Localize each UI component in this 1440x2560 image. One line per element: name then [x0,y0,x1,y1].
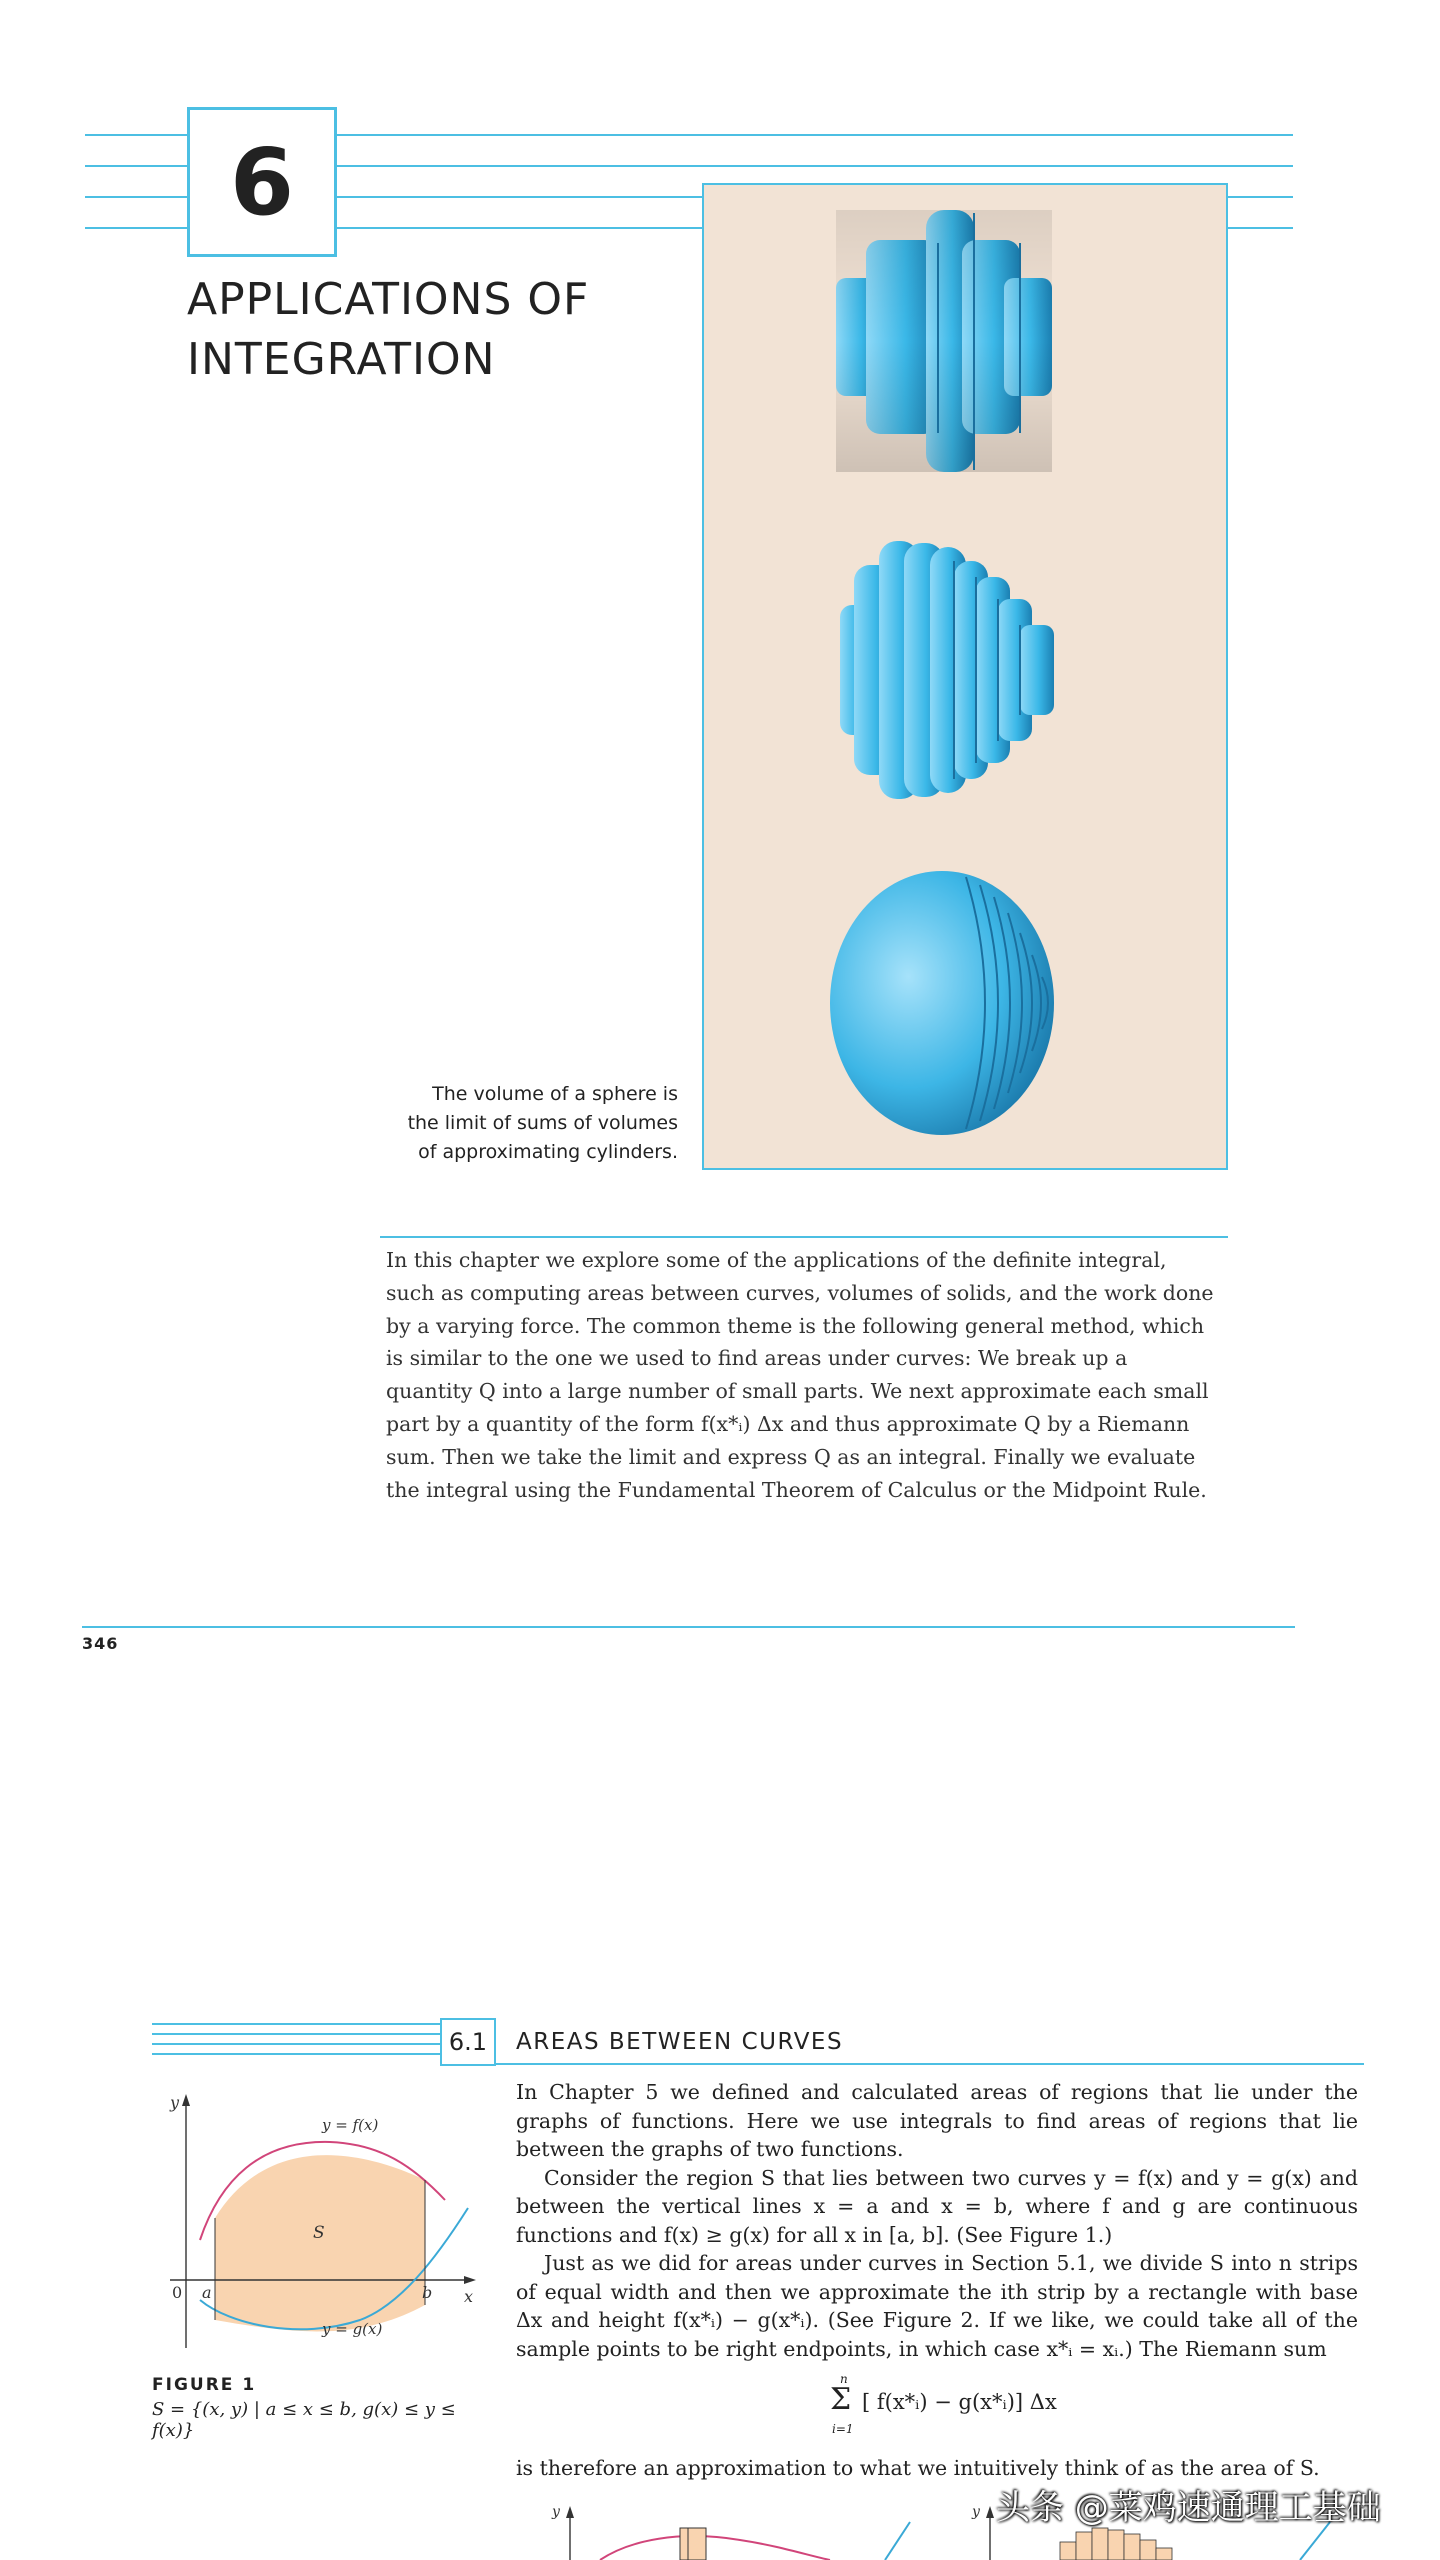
figure1-set-notation: S = {(x, y) | a ≤ x ≤ b, g(x) ≤ y ≤ f(x)} [152,2399,456,2441]
figure1-b-label: b [422,2283,433,2302]
figure2-right-y-label: y [972,2504,980,2520]
figure1-label: FIGURE 1 [152,2375,257,2395]
figure2-left-y-label: y [552,2504,560,2520]
solid-five-cylinders [836,210,1052,472]
figure2-right-rectangles [1060,2528,1172,2560]
after-sum-sentence: is therefore an approximation to what we intuitively think of as the area of S. [516,2456,1320,2480]
caption-line2: the limit of sums of volumes [407,1112,678,1134]
figure1-area-between-curves [150,2090,490,2360]
page-bottom-rule [82,1626,1295,1628]
region-s-label: S [313,2223,325,2243]
section-rule-4 [152,2053,440,2055]
section-title: AREAS BETWEEN CURVES [516,2029,844,2055]
solid-nine-cylinders [840,541,1054,799]
section-body [516,2078,1358,2363]
intro-top-rule [380,1236,1228,1238]
riemann-sum-formula [820,2372,1120,2438]
chapter-intro-paragraph: In this chapter we explore some of the applications of the definite integral, such as computing areas between curves, volumes of solids, and the work done by a varying force. The common theme is the following general method, which is similar to the one we used to find areas under curves: We break up a quantity Q into a large number of small parts. We next approximate each small part by a quantity of the form f(x*ᵢ) Δx and thus approximate Q by a Riemann sum. Then we take the limit and express Q as an integral. Finally we evaluate the integral using the Fundamental Theorem of Calculus or the Midpoint Rule. [386,1248,1214,1502]
sum-lower-limit: i=1 [832,2422,854,2436]
figure2-left-f-curve [600,2536,830,2560]
section-rule-2 [152,2033,440,2035]
section-rule-3 [152,2043,440,2045]
chapter-title [187,270,667,390]
sphere-cylinders-illustration [704,185,1228,1170]
page-number: 346 [82,1634,119,1653]
figure2-left-g-curve [885,2522,910,2560]
sum-symbol: Σ [830,2382,852,2417]
caption-line1: The volume of a sphere is [432,1083,678,1105]
figure1-x-label: x [464,2287,474,2306]
figure1-y-label: y [170,2093,180,2112]
watermark: 头条 @菜鸡速通理工基础 [996,2488,1381,2528]
chapter-title-line1: APPLICATIONS OF [187,274,590,325]
sphere-illustration-panel [702,183,1228,1170]
g-curve-label: y = g(x) [322,2320,383,2338]
sum-body: [ f(x*ᵢ) − g(x*ᵢ)] Δx [862,2390,1057,2414]
section-paragraph-1: In Chapter 5 we defined and calculated areas of regions that lie under the graphs of functions. Here we use integrals to find areas of regions that lie between the graphs of two functions. [516,2080,1358,2161]
section-paragraph-3: Just as we did for areas under curves in Section 5.1, we divide S into n strips of equal width and then we approximate the ith strip by a rectangle with base Δx and height f(x*ᵢ) − g(x*ᵢ). (See Figure 2. If we like, we could take all of the sample points to be right endpoints, in which case x*ᵢ = xᵢ.) The Riemann sum [516,2251,1358,2361]
sum-upper-limit: n [840,2372,848,2386]
section-title-underline [496,2063,1364,2065]
f-curve-label: y = f(x) [322,2116,379,2134]
chapter-number: 6 [187,107,337,257]
figure1-a-label: a [202,2283,212,2302]
section-number: 6.1 [440,2018,496,2066]
section-rule-1 [152,2023,440,2025]
section-paragraph-2: Consider the region S that lies between two curves y = f(x) and y = g(x) and between the vertical lines x = a and x = b, where f and g are continuous functions and f(x) ≥ g(x) for all x in [a, b]. (See Figure 1.) [516,2165,1358,2247]
solid-many-cylinders-sphere [830,871,1054,1135]
caption-line3: of approximating cylinders. [418,1141,678,1163]
region-s-fill [215,2155,425,2331]
figure-caption [380,1080,678,1167]
figure2-left-rectangle [680,2528,706,2560]
chapter-title-line2: INTEGRATION [187,334,496,385]
figure1-origin-label: 0 [172,2283,183,2302]
